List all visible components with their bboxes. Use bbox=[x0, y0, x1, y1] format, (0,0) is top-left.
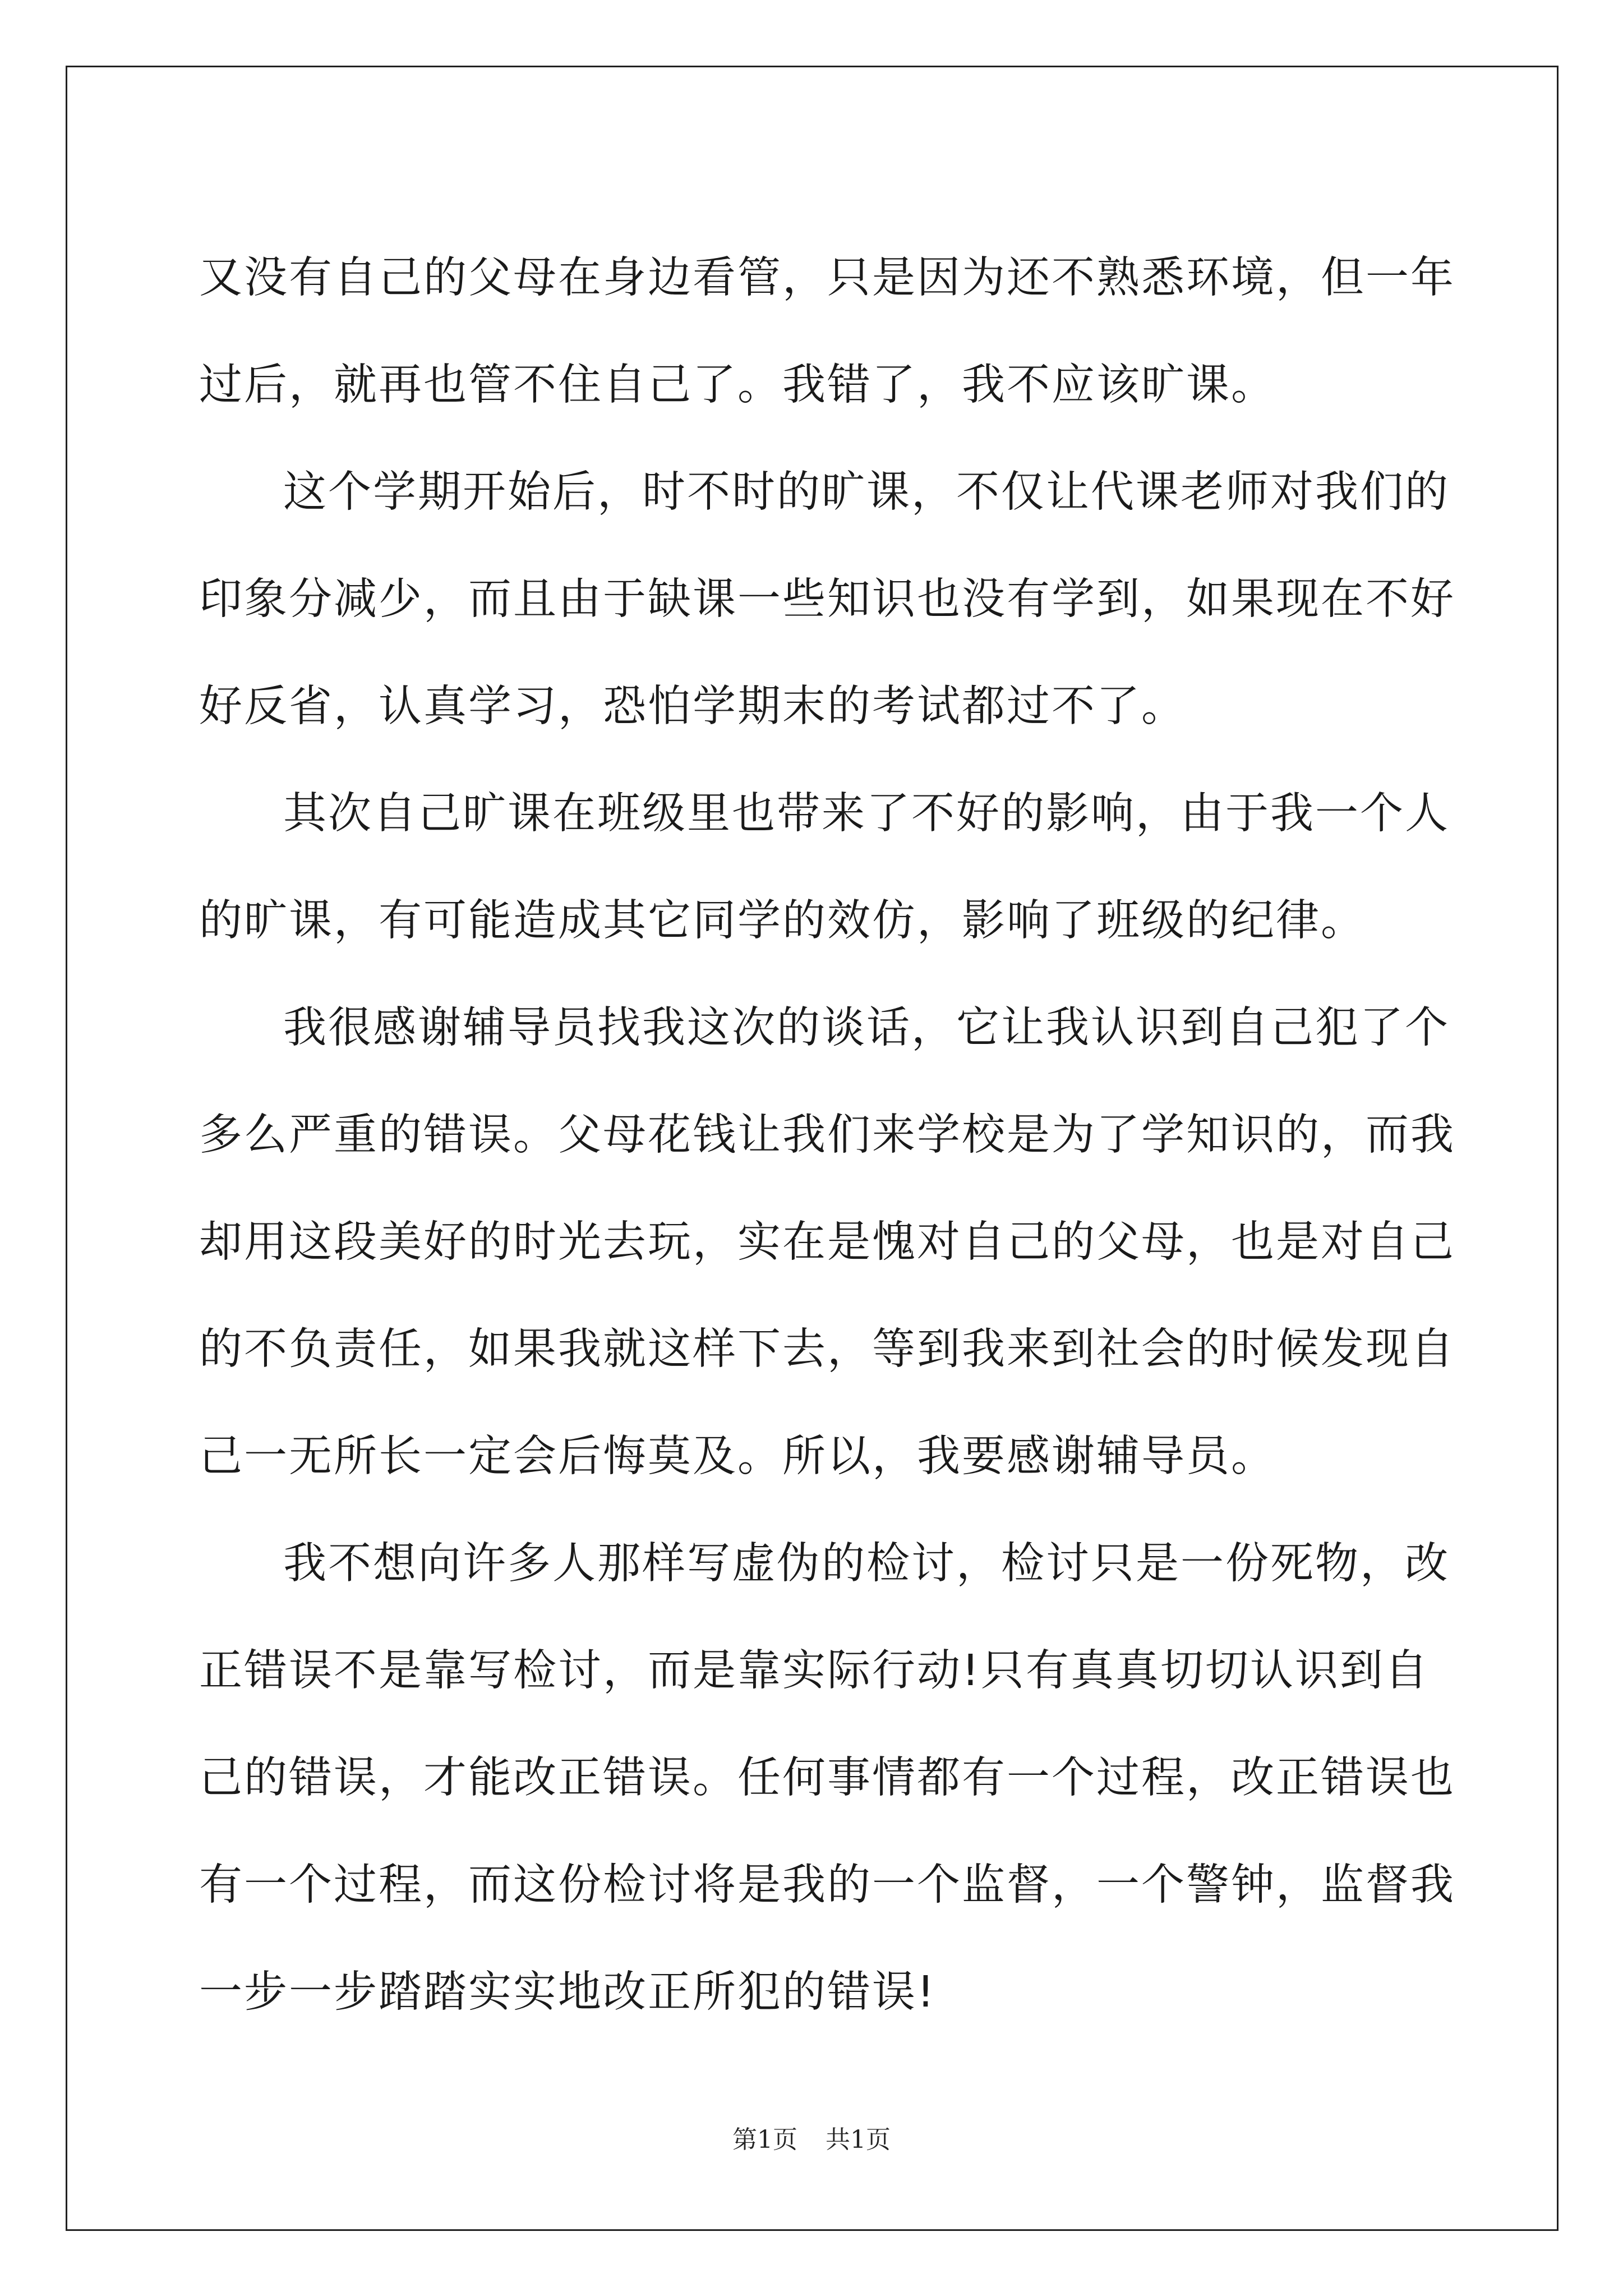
paragraph-5: 我不想向许多人那样写虚伪的检讨，检讨只是一份死物，改正错误不是靠写检讨，而是靠实际行动!只有真真切切认识到自己的错误，才能改正错误。任何事情都有一个过程，改正错误也有一个过程，而这份检讨将是我的一个监督，一个警钟，监督我一步一步踏踏实实地改正所犯的错误! bbox=[199, 1539, 1455, 2017]
page-footer bbox=[0, 2119, 1623, 2155]
paragraph-4: 我很感谢辅导员找我这次的谈话，它让我认识到自己犯了个多么严重的错误。父母花钱让我们来学校是为了学知识的，而我却用这段美好的时光去玩，实在是愧对自己的父母，也是对自己的不负责任，如果我就这样下去，等到我来到社会的时候发现自己一无所长一定会后悔莫及。所以，我要感谢辅导员。 bbox=[199, 1003, 1455, 1481]
paragraph-3: 其次自己旷课在班级里也带来了不好的影响，由于我一个人的旷课，有可能造成其它同学的效仿，影响了班级的纪律。 bbox=[199, 789, 1450, 946]
page-number: 第1页 bbox=[732, 2125, 797, 2154]
page-total: 共1页 bbox=[826, 2125, 891, 2154]
document-body bbox=[199, 224, 1455, 2046]
paragraph-1: 又没有自己的父母在身边看管，只是因为还不熟悉环境，但一年过后，就再也管不住自己了。我错了，我不应该旷课。 bbox=[199, 253, 1455, 410]
paragraph-2: 这个学期开始后，时不时的旷课，不仅让代课老师对我们的印象分减少，而且由于缺课一些知识也没有学到，如果现在不好好反省，认真学习，恐怕学期末的考试都过不了。 bbox=[199, 467, 1455, 731]
